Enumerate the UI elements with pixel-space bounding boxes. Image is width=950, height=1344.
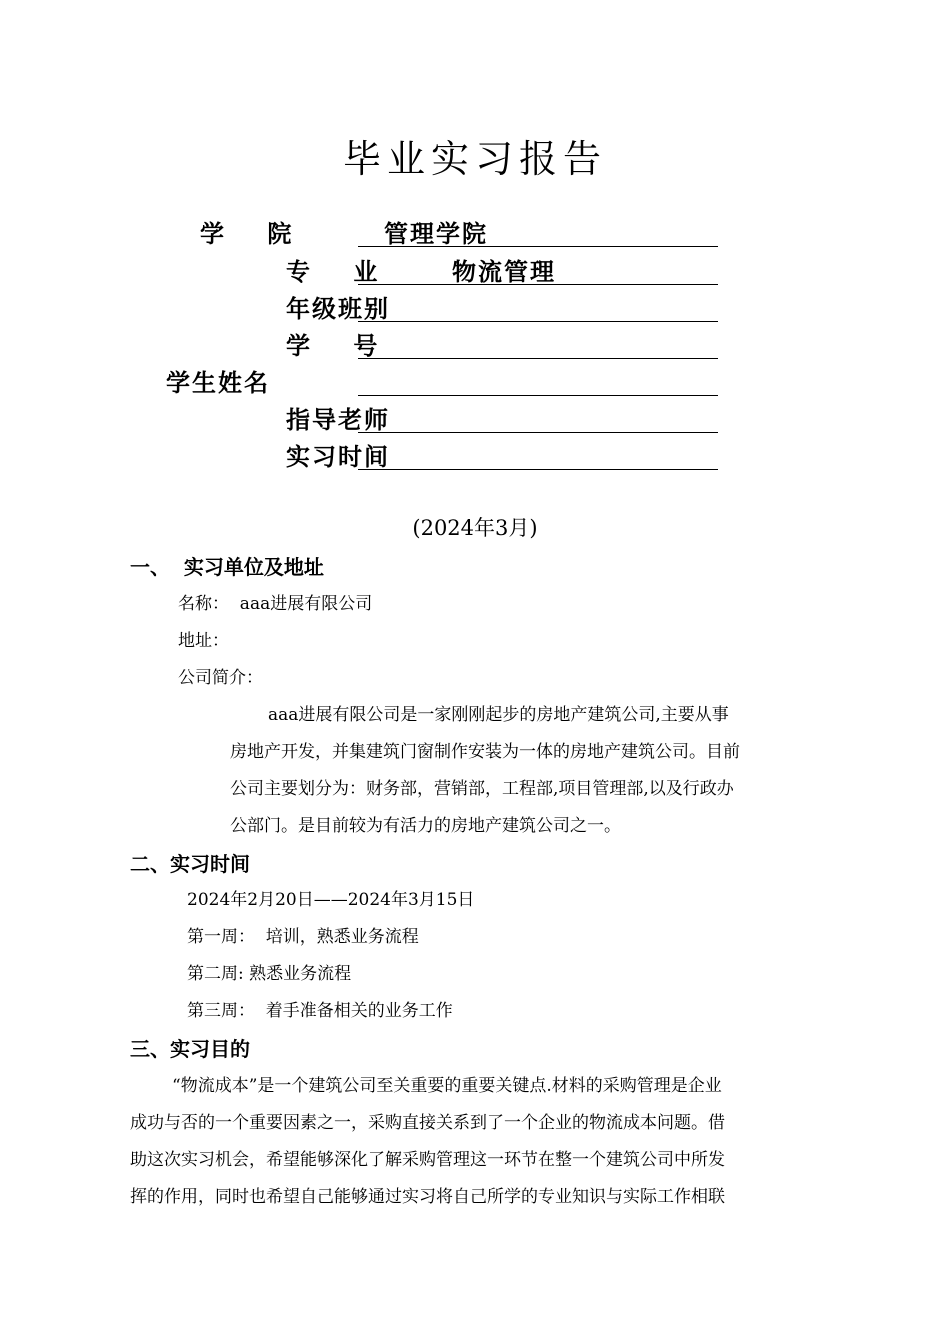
section-1-heading: 一、 实习单位及地址 [130,555,324,579]
period-line-2: 第一周： 培训，熟悉业务流程 [187,927,419,947]
intro-line-2: 房地产开发，并集建筑门窗制作安装为一体的房地产建筑公司。目前 [230,742,740,762]
intro-line-3: 公司主要划分为：财务部，营销部，工程部,项目管理部,以及行政办 [230,779,734,799]
company-intro-label: 公司简介： [178,668,263,688]
student-id-underline [358,358,718,359]
student-id-label: 学 号 [286,332,380,360]
section-2-heading: 二、实习时间 [130,852,250,876]
advisor-label: 指导老师 [286,406,390,434]
major-label: 专 业 [286,258,380,286]
report-date: (2024年3月) [412,516,538,540]
intro-line-4: 公部门。是目前较为有活力的房地产建筑公司之一。 [230,816,621,836]
grade-label: 年级班别 [286,295,390,323]
period-line-1: 2024年2月20日——2024年3月15日 [187,890,475,910]
purpose-line-1: “物流成本”是一个建筑公司至关重要的重要关键点.材料的采购管理是企业 [172,1076,722,1096]
major-value: 物流管理 [452,258,556,286]
period-line-3: 第二周: 熟悉业务流程 [187,964,352,984]
advisor-underline [358,432,718,433]
grade-underline [358,321,718,322]
college-label: 学 院 [200,220,294,248]
period-label: 实习时间 [286,443,390,471]
college-value: 管理学院 [384,220,488,248]
purpose-line-3: 助这次实习机会，希望能够深化了解采购管理这一环节在整一个建筑公司中所发 [130,1150,725,1170]
college-underline [358,246,718,247]
intro-line-1: aaa进展有限公司是一家刚刚起步的房地产建筑公司,主要从事 [268,705,729,725]
period-line-4: 第三周： 着手准备相关的业务工作 [187,1001,453,1021]
purpose-line-4: 挥的作用，同时也希望自己能够通过实习将自己所学的专业知识与实际工作相联 [130,1187,725,1207]
company-name-line: 名称： aaa进展有限公司 [178,594,373,614]
document-title: 毕业实习报告 [342,137,607,181]
major-underline [358,284,718,285]
company-address-line: 地址： [178,631,229,651]
section-3-heading: 三、实习目的 [130,1037,250,1061]
student-name-label: 学生姓名 [166,369,270,397]
purpose-line-2: 成功与否的一个重要因素之一，采购直接关系到了一个企业的物流成本问题。借 [130,1113,725,1133]
period-underline [358,469,718,470]
student-name-underline [358,395,718,396]
